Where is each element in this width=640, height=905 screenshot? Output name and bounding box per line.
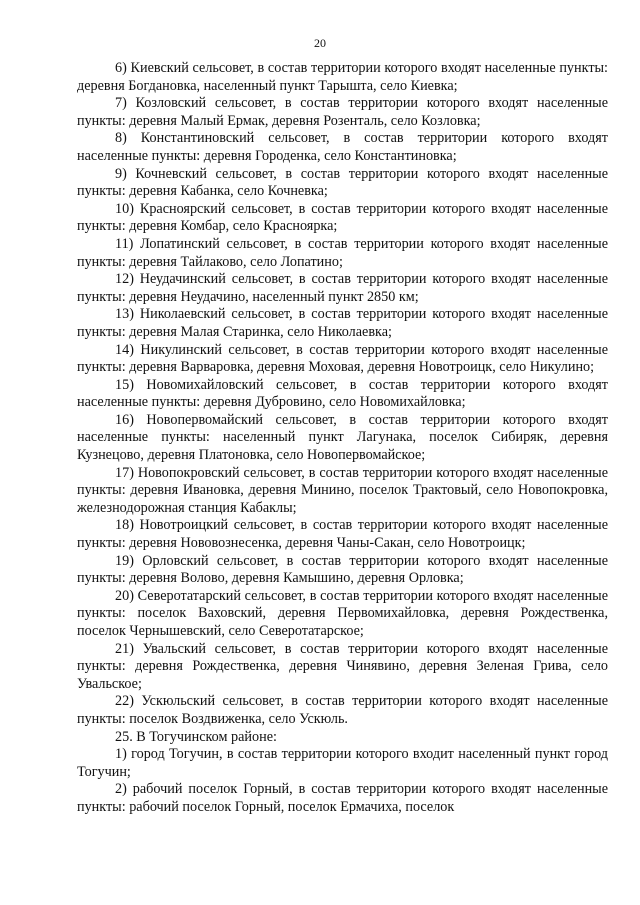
paragraph-toguchin-city: 1) город Тогучин, в состав территории которого входит населенный пункт город Тогучин; <box>77 746 608 780</box>
paragraph-uvalsky: 21) Увальский сельсовет, в состав территории которого входят населенные пункты: деревня Рождественка, деревня Чинявино, деревня Зеленая Грива, село Увальское; <box>77 640 608 692</box>
paragraph-orlovsky: 19) Орловский сельсовет, в состав территории которого входят населенные пункты: деревня Волово, деревня Камышино, деревня Орловка; <box>77 552 608 587</box>
paragraph-konstantinovsky: 8) Константиновский сельсовет, в состав территории которого входят населенные пункты: деревня Городенка, село Константиновка; <box>77 130 608 164</box>
paragraph-kozlovsky: 7) Козловский сельсовет, в состав территории которого входят населенные пункты: деревня Малый Ермак, деревня Розенталь, село Козловка; <box>77 95 608 129</box>
paragraph-novotroitsky: 18) Новотроицкий сельсовет, в состав территории которого входят населенные пункты: деревня Нововознесенка, деревня Чаны-Сакан, село Новотроицк; <box>77 517 608 552</box>
paragraph-nikulinsky: 14) Никулинский сельсовет, в состав территории которого входят населенные пункты: деревня Варваровка, деревня Моховая, деревня Новотроицк, село Никулино; <box>77 341 608 376</box>
paragraph-krasnoyarsky: 10) Красноярский сельсовет, в состав территории которого входят населенные пункты: деревня Комбар, село Красноярка; <box>77 200 608 235</box>
page-number: 20 <box>314 36 326 50</box>
paragraph-lopatinsky: 11) Лопатинский сельсовет, в состав территории которого входят населенные пункты: деревня Тайлаково, село Лопатино; <box>77 235 608 270</box>
paragraph-novopervomaysky: 16) Новопервомайский сельсовет, в состав территории которого входят населенные пункты: населенный пункт Лагунака, поселок Сибиряк, деревня Кузнецово, деревня Платоновка, село Новопервомайское; <box>77 411 608 464</box>
paragraph-kochnevsky: 9) Кочневский сельсовет, в состав территории которого входят населенные пункты: деревня Кабанка, село Кочневка; <box>77 165 608 200</box>
paragraph-kievsky: 6) Киевский сельсовет, в состав территории которого входят населенные пункты: деревня Богдановка, населенный пункт Тарышта, село Киевка; <box>77 60 608 94</box>
paragraph-neudachinsky: 12) Неудачинский сельсовет, в состав территории которого входят населенные пункты: деревня Неудачино, населенный пункт 2850 км; <box>77 271 608 305</box>
paragraph-nikolaevsky: 13) Николаевский сельсовет, в состав территории которого входят населенные пункты: деревня Малая Старинка, село Николаевка; <box>77 306 608 340</box>
paragraph-novomikhaylovsky: 15) Новомихайловский сельсовет, в состав территории которого входят населенные пункты: деревня Дубровино, село Новомихайловка; <box>77 376 608 411</box>
paragraph-novopokrovsky: 17) Новопокровский сельсовет, в состав территории которого входят населенные пункты: деревня Ивановка, деревня Минино, поселок Трактовый, село Новопокровка, железнодорожная станция Кабаклы; <box>77 464 608 516</box>
paragraph-uskyulsky: 22) Ускюльский сельсовет, в состав территории которого входят населенные пункты: поселок Воздвиженка, село Ускюль. <box>77 693 608 727</box>
paragraph-gorny: 2) рабочий поселок Горный, в состав территории которого входят населенные пункты: рабочий поселок Горный, поселок Ермачиха, поселок <box>77 781 608 815</box>
document-body <box>77 60 608 817</box>
paragraph-severotatarsky: 20) Северотатарский сельсовет, в состав территории которого входят населенные пункты: поселок Ваховский, деревня Первомихайловка, деревня Рождественка, поселок Чернышевский, село Северотатарское; <box>77 587 608 639</box>
section-heading-toguchinsky: 25. В Тогучинском районе: <box>115 728 277 745</box>
